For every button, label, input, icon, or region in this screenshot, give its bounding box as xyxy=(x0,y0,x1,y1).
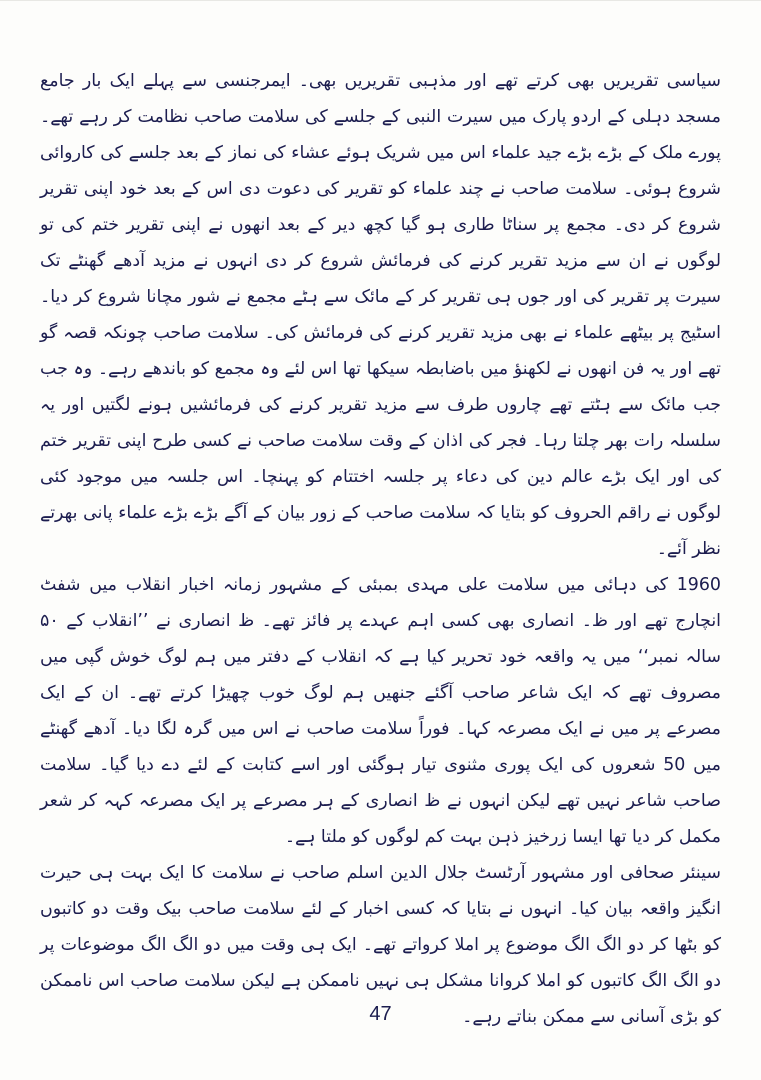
paragraph-1: سیاسی تقریریں بھی کرتے تھے اور مذہبی تقریریں بھی۔ ایمرجنسی سے پہلے ایک بار جامع مسجد دہلی کے اردو پارک میں سیرت النبی کے جلسے کی سلامت صاحب نظامت کر رہے تھے۔ پورے ملک کے بڑے بڑے جید علماء اس میں شریک ہوئے عشاء کی نماز کے بعد جلسے کی کاروائی شروع ہوئی۔ سلامت صاحب نے چند علماء کو تقریر کی دعوت دی اس کے بعد خود اپنی تقریر شروع کر دی۔ مجمع پر سناٹا طاری ہو گیا کچھ دیر کے بعد انھوں نے اپنی تقریر ختم کی تو لوگوں نے ان سے مزید تقریر کرنے کی فرمائش شروع کر دی انہوں نے مزید آدھے گھنٹے تک سیرت پر تقریر کی اور جوں ہی تقریر کر کے مائک سے ہٹے مجمع نے شور مچانا شروع کر دیا۔ اسٹیج پر بیٹھے علماء نے بھی مزید تقریر کرنے کی فرمائش کی۔ سلامت صاحب چونکہ قصہ گو تھے اور یہ فن انھوں نے لکھنؤ میں باضابطہ سیکھا تھا اس لئے وہ مجمع کو باندھے رہے۔ وہ جب جب مائک سے ہٹتے تھے چاروں طرف سے مزید تقریر کرنے کی فرمائشیں ہونے لگتیں اور یہ سلسلہ رات بھر چلتا رہا۔ فجر کی اذان کے وقت سلامت صاحب نے کسی طرح اپنی تقریر ختم کی اور ایک بڑے عالم دین کی دعاء پر جلسہ اختتام کو پہنچا۔ اس جلسہ میں موجود کئی لوگوں نے راقم الحروف کو بتایا کہ سلامت صاحب کے زور بیان کے آگے بڑے بڑے علماء پانی بھرتے نظر آئے۔ xyxy=(40,71,721,559)
paragraph-2: 1960 کی دہائی میں سلامت علی مہدی بمبئی کے مشہور زمانہ اخبار انقلاب میں شفٹ انچارج تھے اور ظ۔ انصاری بھی کسی اہم عہدے پر فائز تھے۔ ظ انصاری نے ’’انقلاب کے ۵۰ سالہ نمبر‘‘ میں یہ واقعہ خود تحریر کیا ہے کہ انقلاب کے دفتر میں ہم لوگ خوش گپی میں مصروف تھے کہ ایک شاعر صاحب آگئے جنھیں ہم لوگ خوب چھیڑا کرتے تھے۔ ان کے ایک مصرعے پر میں نے ایک مصرعہ کہا۔ فوراً سلامت صاحب نے اس میں گرہ لگا دیا۔ آدھے گھنٹے میں 50 شعروں کی ایک پوری مثنوی تیار ہوگئی اور اسے کتابت کے لئے دے دیا گیا۔ سلامت صاحب شاعر نہیں تھے لیکن انہوں نے ظ انصاری کے ہر مصرعے پر ایک مصرعہ کہہ کر شعر مکمل کر دیا تھا ایسا زرخیز ذہن بہت کم لوگوں کو ملتا ہے۔ xyxy=(40,575,721,847)
body-text xyxy=(40,63,721,1035)
page-number: 47 xyxy=(369,1003,392,1025)
paragraph-3: سینئر صحافی اور مشہور آرٹسٹ جلال الدین اسلم صاحب نے سلامت کا ایک بہت ہی حیرت انگیز واقعہ بیان کیا۔ انہوں نے بتایا کہ کسی اخبار کے لئے سلامت صاحب بیک وقت دو کاتبوں کو بٹھا کر دو الگ الگ موضوع پر املا کرواتے تھے۔ ایک ہی وقت میں دو الگ الگ موضوعات پر دو الگ الگ کاتبوں کو املا کروانا مشکل ہی نہیں ناممکن ہے لیکن سلامت صاحب اس ناممکن کو بڑی آسانی سے ممکن بناتے رہے۔ xyxy=(40,863,721,1027)
